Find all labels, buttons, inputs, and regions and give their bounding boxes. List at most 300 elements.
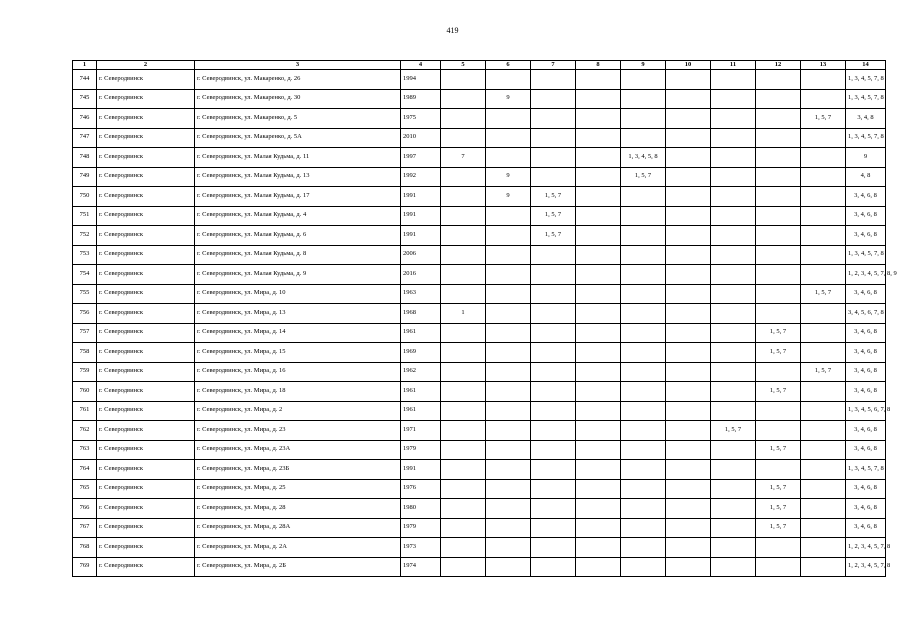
table-row — [73, 265, 886, 285]
cell-col-3: г. Северодвинск, ул. Мира, д. 23Б — [195, 460, 401, 480]
cell-col-6 — [486, 479, 531, 499]
cell-col-2: г. Северодвинск — [97, 265, 195, 285]
cell-col-13 — [801, 226, 846, 246]
cell-col-5: 1 — [441, 304, 486, 324]
cell-col-2: г. Северодвинск — [97, 148, 195, 168]
cell-col-3: г. Северодвинск, ул. Макаренко, д. 26 — [195, 70, 401, 90]
cell-col-3: г. Северодвинск, ул. Мира, д. 13 — [195, 304, 401, 324]
cell-col-12: 1, 5, 7 — [756, 499, 801, 519]
cell-col-3: г. Северодвинск, ул. Мира, д. 2Б — [195, 557, 401, 577]
cell-col-4: 1991 — [401, 206, 441, 226]
cell-col-6 — [486, 440, 531, 460]
cell-col-2: г. Северодвинск — [97, 440, 195, 460]
cell-col-14: 3, 4, 6, 8 — [846, 421, 886, 441]
cell-col-4: 1980 — [401, 499, 441, 519]
cell-col-7 — [531, 557, 576, 577]
cell-col-7 — [531, 479, 576, 499]
cell-col-6 — [486, 304, 531, 324]
cell-col-11 — [711, 226, 756, 246]
cell-col-12: 1, 5, 7 — [756, 479, 801, 499]
cell-col-4: 1979 — [401, 440, 441, 460]
cell-col-13 — [801, 323, 846, 343]
cell-col-1: 749 — [73, 167, 97, 187]
cell-col-7 — [531, 538, 576, 558]
cell-col-5 — [441, 538, 486, 558]
cell-col-11 — [711, 148, 756, 168]
cell-col-14: 3, 4, 8 — [846, 109, 886, 129]
cell-col-4: 1974 — [401, 557, 441, 577]
cell-col-6 — [486, 557, 531, 577]
cell-col-4: 1973 — [401, 538, 441, 558]
cell-col-8 — [576, 167, 621, 187]
column-header-1: 1 — [73, 61, 97, 70]
cell-col-14: 1, 3, 4, 5, 7, 8 — [846, 245, 886, 265]
cell-col-9 — [621, 265, 666, 285]
cell-col-12 — [756, 557, 801, 577]
cell-col-11 — [711, 499, 756, 519]
cell-col-8 — [576, 206, 621, 226]
cell-col-5 — [441, 421, 486, 441]
cell-col-9 — [621, 518, 666, 538]
cell-col-10 — [666, 421, 711, 441]
cell-col-4: 1961 — [401, 401, 441, 421]
cell-col-6 — [486, 265, 531, 285]
cell-col-14: 1, 3, 4, 5, 7, 8 — [846, 460, 886, 480]
cell-col-7: 1, 5, 7 — [531, 226, 576, 246]
cell-col-6 — [486, 499, 531, 519]
cell-col-13 — [801, 70, 846, 90]
cell-col-12 — [756, 206, 801, 226]
cell-col-1: 750 — [73, 187, 97, 207]
table-header — [73, 61, 886, 70]
page-number: 419 — [446, 26, 459, 35]
table-row — [73, 499, 886, 519]
cell-col-6 — [486, 148, 531, 168]
cell-col-1: 753 — [73, 245, 97, 265]
cell-col-14: 3, 4, 6, 8 — [846, 206, 886, 226]
cell-col-1: 767 — [73, 518, 97, 538]
cell-col-1: 754 — [73, 265, 97, 285]
cell-col-6 — [486, 284, 531, 304]
cell-col-1: 766 — [73, 499, 97, 519]
cell-col-8 — [576, 304, 621, 324]
cell-col-6: 9 — [486, 187, 531, 207]
cell-col-5 — [441, 518, 486, 538]
cell-col-4: 1968 — [401, 304, 441, 324]
cell-col-2: г. Северодвинск — [97, 70, 195, 90]
cell-col-13 — [801, 206, 846, 226]
cell-col-3: г. Северодвинск, ул. Малая Кудьма, д. 4 — [195, 206, 401, 226]
cell-col-9 — [621, 538, 666, 558]
table-row — [73, 401, 886, 421]
cell-col-14: 4, 8 — [846, 167, 886, 187]
cell-col-4: 1961 — [401, 323, 441, 343]
cell-col-3: г. Северодвинск, ул. Малая Кудьма, д. 8 — [195, 245, 401, 265]
cell-col-13 — [801, 128, 846, 148]
cell-col-9 — [621, 245, 666, 265]
cell-col-9: 1, 5, 7 — [621, 167, 666, 187]
cell-col-12: 1, 5, 7 — [756, 440, 801, 460]
cell-col-8 — [576, 323, 621, 343]
cell-col-14: 1, 2, 3, 4, 5, 7, 8, 9 — [846, 265, 886, 285]
cell-col-5 — [441, 206, 486, 226]
cell-col-5 — [441, 499, 486, 519]
cell-col-4: 1971 — [401, 421, 441, 441]
cell-col-14: 1, 3, 4, 5, 7, 8 — [846, 89, 886, 109]
cell-col-8 — [576, 109, 621, 129]
cell-col-3: г. Северодвинск, ул. Макаренко, д. 5 — [195, 109, 401, 129]
cell-col-14: 1, 3, 4, 5, 7, 8 — [846, 128, 886, 148]
cell-col-12 — [756, 421, 801, 441]
column-header-14: 14 — [846, 61, 886, 70]
cell-col-12 — [756, 148, 801, 168]
cell-col-7 — [531, 70, 576, 90]
cell-col-2: г. Северодвинск — [97, 89, 195, 109]
table-row — [73, 128, 886, 148]
cell-col-6 — [486, 226, 531, 246]
cell-col-5 — [441, 128, 486, 148]
cell-col-2: г. Северодвинск — [97, 284, 195, 304]
cell-col-14: 3, 4, 6, 8 — [846, 226, 886, 246]
cell-col-6 — [486, 70, 531, 90]
cell-col-8 — [576, 440, 621, 460]
cell-col-14: 3, 4, 5, 6, 7, 8 — [846, 304, 886, 324]
cell-col-13 — [801, 440, 846, 460]
cell-col-8 — [576, 460, 621, 480]
cell-col-14: 1, 3, 4, 5, 6, 7, 8 — [846, 401, 886, 421]
cell-col-1: 751 — [73, 206, 97, 226]
cell-col-8 — [576, 479, 621, 499]
cell-col-2: г. Северодвинск — [97, 382, 195, 402]
cell-col-6 — [486, 109, 531, 129]
cell-col-13 — [801, 167, 846, 187]
header-row — [73, 61, 886, 70]
column-header-8: 8 — [576, 61, 621, 70]
cell-col-2: г. Северодвинск — [97, 323, 195, 343]
cell-col-1: 762 — [73, 421, 97, 441]
table-row — [73, 148, 886, 168]
cell-col-8 — [576, 148, 621, 168]
cell-col-2: г. Северодвинск — [97, 128, 195, 148]
cell-col-1: 745 — [73, 89, 97, 109]
cell-col-2: г. Северодвинск — [97, 187, 195, 207]
cell-col-9 — [621, 479, 666, 499]
column-header-4: 4 — [401, 61, 441, 70]
table-row — [73, 167, 886, 187]
cell-col-7 — [531, 401, 576, 421]
cell-col-12: 1, 5, 7 — [756, 323, 801, 343]
cell-col-6 — [486, 362, 531, 382]
cell-col-10 — [666, 167, 711, 187]
cell-col-7 — [531, 343, 576, 363]
cell-col-14: 3, 4, 6, 8 — [846, 323, 886, 343]
cell-col-8 — [576, 538, 621, 558]
cell-col-8 — [576, 557, 621, 577]
cell-col-4: 1991 — [401, 460, 441, 480]
cell-col-11 — [711, 70, 756, 90]
cell-col-2: г. Северодвинск — [97, 499, 195, 519]
cell-col-12 — [756, 187, 801, 207]
cell-col-13: 1, 5, 7 — [801, 362, 846, 382]
cell-col-10 — [666, 460, 711, 480]
table-row — [73, 382, 886, 402]
cell-col-3: г. Северодвинск, ул. Мира, д. 23 — [195, 421, 401, 441]
cell-col-11 — [711, 167, 756, 187]
cell-col-5 — [441, 187, 486, 207]
cell-col-11 — [711, 109, 756, 129]
cell-col-8 — [576, 265, 621, 285]
cell-col-4: 1979 — [401, 518, 441, 538]
cell-col-8 — [576, 362, 621, 382]
cell-col-12 — [756, 89, 801, 109]
cell-col-1: 748 — [73, 148, 97, 168]
table-row — [73, 440, 886, 460]
cell-col-4: 1991 — [401, 226, 441, 246]
cell-col-8 — [576, 518, 621, 538]
cell-col-4: 2016 — [401, 265, 441, 285]
cell-col-1: 768 — [73, 538, 97, 558]
column-header-12: 12 — [756, 61, 801, 70]
cell-col-6 — [486, 460, 531, 480]
cell-col-9 — [621, 440, 666, 460]
cell-col-14: 3, 4, 6, 8 — [846, 518, 886, 538]
cell-col-3: г. Северодвинск, ул. Мира, д. 25 — [195, 479, 401, 499]
table-row — [73, 245, 886, 265]
cell-col-9: 1, 3, 4, 5, 8 — [621, 148, 666, 168]
table-row — [73, 187, 886, 207]
cell-col-13 — [801, 343, 846, 363]
cell-col-11 — [711, 538, 756, 558]
cell-col-9 — [621, 89, 666, 109]
column-header-5: 5 — [441, 61, 486, 70]
cell-col-10 — [666, 499, 711, 519]
cell-col-3: г. Северодвинск, ул. Мира, д. 10 — [195, 284, 401, 304]
cell-col-10 — [666, 440, 711, 460]
table-row — [73, 304, 886, 324]
cell-col-13 — [801, 304, 846, 324]
cell-col-7 — [531, 518, 576, 538]
cell-col-3: г. Северодвинск, ул. Мира, д. 18 — [195, 382, 401, 402]
cell-col-7 — [531, 362, 576, 382]
cell-col-2: г. Северодвинск — [97, 401, 195, 421]
cell-col-9 — [621, 343, 666, 363]
cell-col-3: г. Северодвинск, ул. Малая Кудьма, д. 17 — [195, 187, 401, 207]
cell-col-10 — [666, 362, 711, 382]
table-row — [73, 109, 886, 129]
cell-col-6 — [486, 206, 531, 226]
cell-col-14: 3, 4, 6, 8 — [846, 382, 886, 402]
cell-col-13 — [801, 518, 846, 538]
cell-col-7 — [531, 440, 576, 460]
cell-col-8 — [576, 401, 621, 421]
cell-col-12 — [756, 401, 801, 421]
cell-col-5 — [441, 167, 486, 187]
cell-col-10 — [666, 70, 711, 90]
cell-col-13 — [801, 187, 846, 207]
cell-col-11 — [711, 128, 756, 148]
cell-col-11 — [711, 518, 756, 538]
cell-col-11 — [711, 401, 756, 421]
column-header-2: 2 — [97, 61, 195, 70]
table-row — [73, 284, 886, 304]
cell-col-11 — [711, 284, 756, 304]
cell-col-8 — [576, 343, 621, 363]
cell-col-3: г. Северодвинск, ул. Малая Кудьма, д. 11 — [195, 148, 401, 168]
cell-col-4: 1994 — [401, 70, 441, 90]
cell-col-8 — [576, 89, 621, 109]
cell-col-6 — [486, 382, 531, 402]
cell-col-10 — [666, 89, 711, 109]
cell-col-2: г. Северодвинск — [97, 421, 195, 441]
table-row — [73, 206, 886, 226]
cell-col-14: 3, 4, 6, 8 — [846, 284, 886, 304]
cell-col-1: 763 — [73, 440, 97, 460]
cell-col-10 — [666, 518, 711, 538]
cell-col-12 — [756, 362, 801, 382]
cell-col-9 — [621, 362, 666, 382]
cell-col-3: г. Северодвинск, ул. Мира, д. 14 — [195, 323, 401, 343]
cell-col-4: 1997 — [401, 148, 441, 168]
cell-col-12 — [756, 265, 801, 285]
cell-col-4: 1962 — [401, 362, 441, 382]
cell-col-1: 756 — [73, 304, 97, 324]
cell-col-5 — [441, 401, 486, 421]
cell-col-6: 9 — [486, 167, 531, 187]
table-row — [73, 479, 886, 499]
table-row — [73, 460, 886, 480]
cell-col-5 — [441, 89, 486, 109]
cell-col-3: г. Северодвинск, ул. Макаренко, д. 30 — [195, 89, 401, 109]
table-row — [73, 343, 886, 363]
cell-col-13 — [801, 89, 846, 109]
cell-col-2: г. Северодвинск — [97, 226, 195, 246]
cell-col-14: 3, 4, 6, 8 — [846, 187, 886, 207]
cell-col-12 — [756, 538, 801, 558]
cell-col-1: 764 — [73, 460, 97, 480]
cell-col-9 — [621, 187, 666, 207]
cell-col-5 — [441, 226, 486, 246]
column-header-9: 9 — [621, 61, 666, 70]
cell-col-1: 747 — [73, 128, 97, 148]
cell-col-13 — [801, 265, 846, 285]
cell-col-11 — [711, 323, 756, 343]
cell-col-13 — [801, 382, 846, 402]
cell-col-5 — [441, 245, 486, 265]
cell-col-12 — [756, 128, 801, 148]
cell-col-13 — [801, 148, 846, 168]
cell-col-14: 3, 4, 6, 8 — [846, 362, 886, 382]
cell-col-12 — [756, 70, 801, 90]
table-body — [73, 70, 897, 577]
cell-col-6 — [486, 401, 531, 421]
cell-col-10 — [666, 401, 711, 421]
cell-col-6: 9 — [486, 89, 531, 109]
cell-col-9 — [621, 284, 666, 304]
table-row — [73, 323, 886, 343]
cell-col-1: 755 — [73, 284, 97, 304]
cell-col-14: 1, 2, 3, 4, 5, 7, 8 — [846, 557, 886, 577]
cell-col-2: г. Северодвинск — [97, 343, 195, 363]
cell-col-1: 752 — [73, 226, 97, 246]
cell-col-9 — [621, 401, 666, 421]
cell-col-14: 1, 2, 3, 4, 5, 7, 8 — [846, 538, 886, 558]
cell-col-2: г. Северодвинск — [97, 109, 195, 129]
table-row — [73, 226, 886, 246]
cell-col-12: 1, 5, 7 — [756, 382, 801, 402]
cell-col-10 — [666, 304, 711, 324]
cell-col-2: г. Северодвинск — [97, 245, 195, 265]
cell-col-11 — [711, 245, 756, 265]
cell-col-9 — [621, 109, 666, 129]
cell-col-12 — [756, 245, 801, 265]
cell-col-4: 1976 — [401, 479, 441, 499]
cell-col-4: 2010 — [401, 128, 441, 148]
cell-col-6 — [486, 128, 531, 148]
cell-col-11 — [711, 440, 756, 460]
cell-col-7 — [531, 265, 576, 285]
cell-col-5 — [441, 284, 486, 304]
cell-col-1: 760 — [73, 382, 97, 402]
cell-col-10 — [666, 382, 711, 402]
cell-col-12 — [756, 167, 801, 187]
cell-col-5 — [441, 440, 486, 460]
cell-col-9 — [621, 128, 666, 148]
cell-col-8 — [576, 382, 621, 402]
cell-col-7 — [531, 421, 576, 441]
cell-col-13 — [801, 557, 846, 577]
cell-col-7 — [531, 382, 576, 402]
cell-col-2: г. Северодвинск — [97, 479, 195, 499]
cell-col-6 — [486, 245, 531, 265]
cell-col-3: г. Северодвинск, ул. Мира, д. 2А — [195, 538, 401, 558]
cell-col-5 — [441, 557, 486, 577]
cell-col-11 — [711, 382, 756, 402]
cell-col-8 — [576, 421, 621, 441]
cell-col-4: 1961 — [401, 382, 441, 402]
cell-col-13 — [801, 421, 846, 441]
cell-col-4: 1969 — [401, 343, 441, 363]
cell-col-14: 3, 4, 6, 8 — [846, 499, 886, 519]
cell-col-3: г. Северодвинск, ул. Малая Кудьма, д. 9 — [195, 265, 401, 285]
cell-col-10 — [666, 206, 711, 226]
cell-col-7 — [531, 284, 576, 304]
cell-col-10 — [666, 284, 711, 304]
cell-col-5 — [441, 382, 486, 402]
cell-col-13 — [801, 479, 846, 499]
cell-col-10 — [666, 557, 711, 577]
cell-col-9 — [621, 460, 666, 480]
cell-col-7 — [531, 128, 576, 148]
cell-col-5 — [441, 323, 486, 343]
column-header-6: 6 — [486, 61, 531, 70]
cell-col-1: 769 — [73, 557, 97, 577]
cell-col-11 — [711, 265, 756, 285]
cell-col-4: 1992 — [401, 167, 441, 187]
table-row — [73, 362, 886, 382]
cell-col-14: 1, 3, 4, 5, 7, 8 — [846, 70, 886, 90]
cell-col-9 — [621, 206, 666, 226]
cell-col-3: г. Северодвинск, ул. Мира, д. 16 — [195, 362, 401, 382]
cell-col-2: г. Северодвинск — [97, 362, 195, 382]
cell-col-5: 7 — [441, 148, 486, 168]
cell-col-12: 1, 5, 7 — [756, 518, 801, 538]
cell-col-13 — [801, 499, 846, 519]
cell-col-13: 1, 5, 7 — [801, 284, 846, 304]
cell-col-12 — [756, 226, 801, 246]
cell-col-4: 2006 — [401, 245, 441, 265]
cell-col-14: 3, 4, 6, 8 — [846, 440, 886, 460]
cell-col-13 — [801, 401, 846, 421]
